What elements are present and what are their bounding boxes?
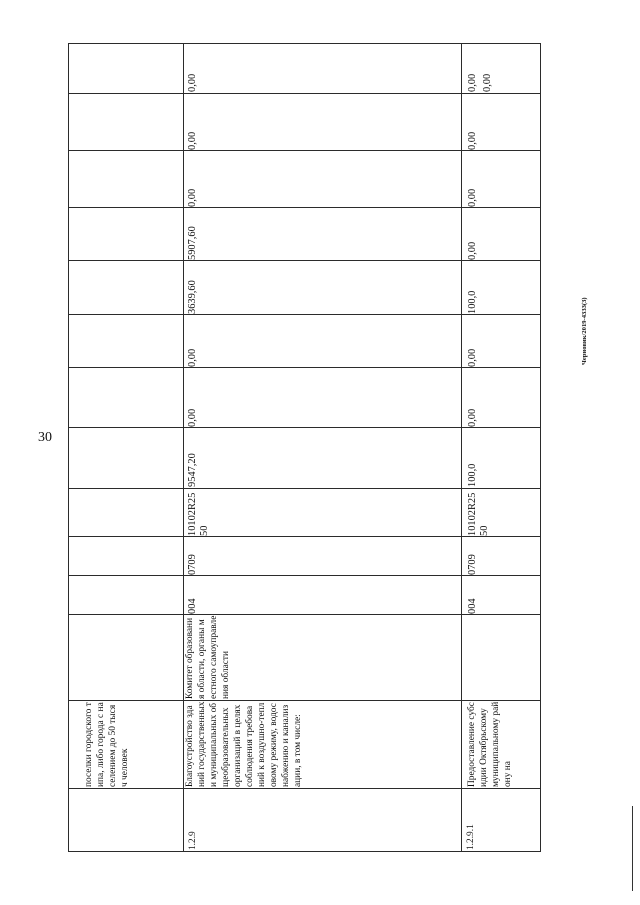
- row-2-value-6: 0,00: [467, 188, 478, 207]
- continued-row-title: поселки городского типа, либо города с населением до 50 тысяч человек: [84, 702, 130, 787]
- row-2-value-8: 0,00: [482, 73, 493, 92]
- row-2-value-4: 100,0: [467, 290, 478, 314]
- row-2-responsible: [466, 615, 538, 699]
- row-1-value-6: 0,00: [187, 188, 198, 207]
- row-2-code-2: 0709: [467, 554, 478, 575]
- row-2-value-2: 0,00: [467, 408, 478, 427]
- page-number: 30: [38, 430, 52, 445]
- row-2-number: 1.2.9.1: [466, 824, 476, 850]
- row-1-value-5: 5907,60: [187, 226, 198, 260]
- row-2-value-5: 0,00: [467, 241, 478, 260]
- row-2-value-1: 100,0: [467, 463, 478, 487]
- continued-row-value-1: 0,00: [187, 73, 198, 92]
- row-1-value-1: 9547,20: [187, 453, 198, 487]
- row-1-code-2: 0709: [187, 554, 198, 575]
- row-1-value-2: 0,00: [187, 408, 198, 427]
- row-1-title: Благоустройство зданий государственных и муниципальных общеобразовательных организаций в целях соблюдения требований к воздушно-тепловому режиму, водоснабжению и канализации, в том числе:: [185, 701, 303, 787]
- row-1-value-8: 0,00: [467, 73, 478, 92]
- row-1-responsible: Комитет образования области, органы местного самоуправления области: [185, 615, 231, 699]
- row-1-number: 1.2.9: [188, 831, 198, 850]
- row-2-code-1: 004: [467, 598, 478, 614]
- row-2-value-3: 0,00: [467, 348, 478, 367]
- row-2-value-7: 0,00: [467, 131, 478, 150]
- row-2-title: Предоставление субсидии Октябрьскому муниципальному району на: [467, 701, 513, 787]
- row-1-code-3: 10102R2550: [187, 492, 210, 536]
- row-1-code-1: 004: [187, 598, 198, 614]
- row-2-code-3: 10102R2550: [467, 492, 490, 536]
- document-stamp: Черновик/2019-4333(3): [581, 297, 588, 365]
- row-1-value-4: 3639,60: [187, 280, 198, 314]
- row-1-value-7: 0,00: [187, 131, 198, 150]
- row-1-value-3: 0,00: [187, 348, 198, 367]
